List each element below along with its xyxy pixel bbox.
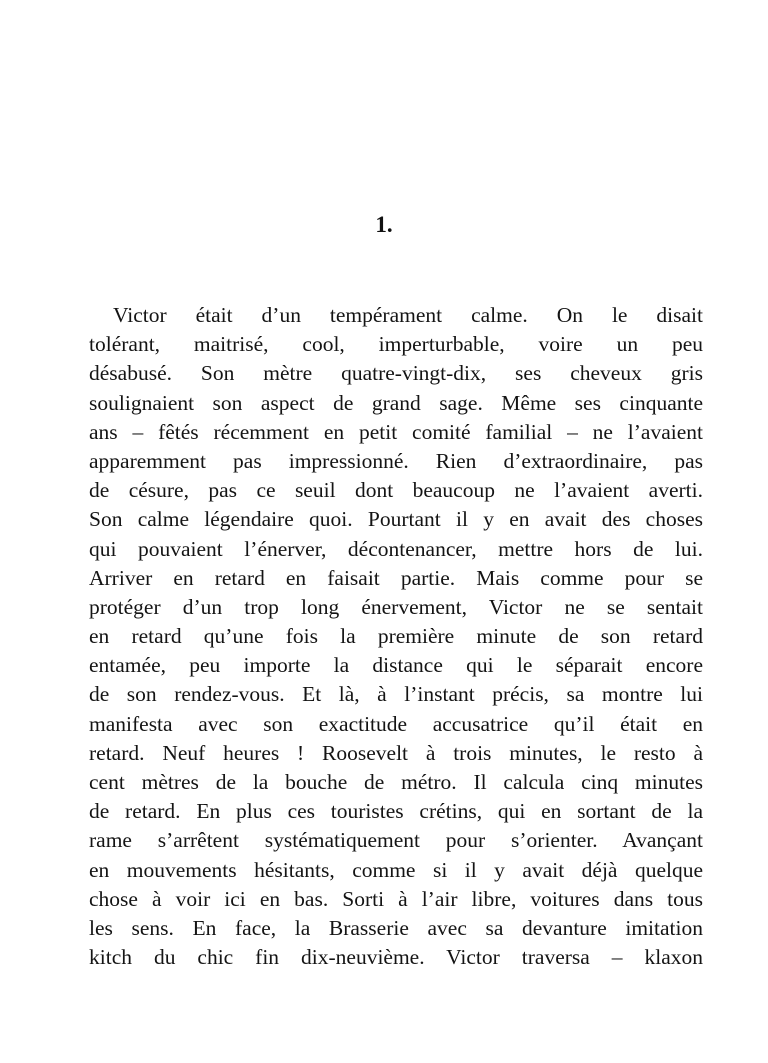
paragraph-line: Son calme légendaire quoi. Pourtant il y en avait des choses: [89, 507, 703, 532]
chapter-paragraph: [89, 301, 703, 972]
paragraph-line: en retard qu’une fois la première minute de son retard: [89, 624, 703, 649]
paragraph-line: entamée, peu importe la distance qui le séparait encore: [89, 653, 703, 678]
paragraph-line: tolérant, maitrisé, cool, imperturbable, voire un peu: [89, 332, 703, 357]
paragraph-line: manifesta avec son exactitude accusatrice qu’il était en: [89, 711, 703, 736]
paragraph-line: qui pouvaient l’énerver, décontenancer, mettre hors de lui.: [89, 536, 703, 561]
paragraph-line: les sens. En face, la Brasserie avec sa devanture imitation: [89, 915, 703, 940]
paragraph-line: en mouvements hésitants, comme si il y avait déjà quelque: [89, 857, 703, 882]
paragraph-line: apparemment pas impressionné. Rien d’extraordinaire, pas: [89, 448, 703, 473]
paragraph-line: retard. Neuf heures ! Roosevelt à trois minutes, le resto à: [89, 740, 703, 765]
paragraph-line: de césure, pas ce seuil dont beaucoup ne l’avaient averti.: [89, 478, 703, 503]
paragraph-line: de son rendez-vous. Et là, à l’instant précis, sa montre lui: [89, 682, 703, 707]
paragraph-line: protéger d’un trop long énervement, Victor ne se sentait: [89, 594, 703, 619]
paragraph-line: Victor était d’un tempérament calme. On le disait: [113, 303, 703, 327]
paragraph-line: désabusé. Son mètre quatre-vingt-dix, ses cheveux gris: [89, 361, 703, 386]
paragraph-line: de retard. En plus ces touristes crétins, qui en sortant de la: [89, 799, 703, 824]
paragraph-line: rame s’arrêtent systématiquement pour s’orienter. Avançant: [89, 828, 703, 853]
paragraph-line: ans – fêtés récemment en petit comité familial – ne l’avaient: [89, 419, 703, 444]
paragraph-line: kitch du chic fin dix-neuvième. Victor traversa – klaxon: [89, 945, 703, 970]
paragraph-line: Arriver en retard en faisait partie. Mais comme pour se: [89, 565, 703, 590]
chapter-heading: 1.: [375, 212, 393, 237]
paragraph-line: soulignaient son aspect de grand sage. Même ses cinquante: [89, 390, 703, 415]
paragraph-line: cent mètres de la bouche de métro. Il calcula cinq minutes: [89, 770, 703, 794]
paragraph-line: chose à voir ici en bas. Sorti à l’air libre, voitures dans tous: [89, 886, 703, 911]
